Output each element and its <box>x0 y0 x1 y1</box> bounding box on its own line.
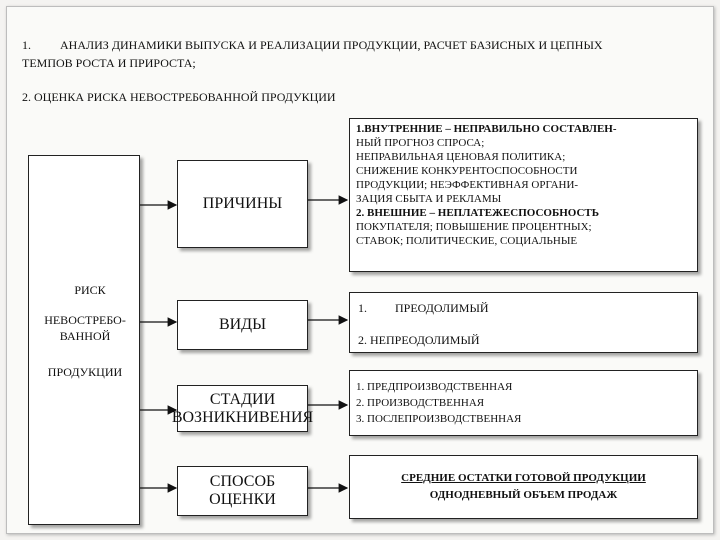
heading-item1-line2: ТЕМПОВ РОСТА И ПРИРОСТА; <box>22 56 196 70</box>
category-box-types <box>177 300 308 350</box>
causes-line: 2. ВНЕШНИЕ – НЕПЛАТЕЖЕСПОСОБНОСТЬ <box>356 207 600 219</box>
types-item-2: 2. НЕПРЕОДОЛИМЫЙ <box>358 333 480 347</box>
heading-item2: 2. ОЦЕНКА РИСКА НЕВОСТРЕБОВАННОЙ ПРОДУКЦИИ <box>22 90 336 104</box>
types-item-1: ПРЕОДОЛИМЫЙ <box>395 301 489 315</box>
detail-box-types <box>349 292 698 353</box>
causes-line: ПОКУПАТЕЛЯ; ПОВЫШЕНИЕ ПРОЦЕНТНЫХ; <box>356 221 592 233</box>
category-label-types: ВИДЫ <box>218 316 267 333</box>
causes-line: 1.ВНУТРЕННИЕ – НЕПРАВИЛЬНО СОСТАВЛЕН- <box>356 123 617 135</box>
causes-line: ПРОДУКЦИИ; НЕЭФФЕКТИВНАЯ ОРГАНИ- <box>356 179 579 191</box>
stages-line: 1. ПРЕДПРОИЗВОДСТВЕННАЯ <box>356 381 513 393</box>
risk-label-line3: ВАННОЙ <box>59 329 111 343</box>
heading-item1-line1: АНАЛИЗ ДИНАМИКИ ВЫПУСКА И РЕАЛИЗАЦИИ ПРОДУКЦИИ, РАСЧЕТ БАЗИСНЫХ И ЦЕПНЫХ <box>60 38 603 52</box>
detail-box-causes <box>349 118 698 272</box>
category-box-stages <box>171 385 314 432</box>
stages-line: 2. ПРОИЗВОДСТВЕННАЯ <box>356 397 485 409</box>
heading-item1-number: 1. <box>22 38 31 52</box>
category-label-causes: ПРИЧИНЫ <box>202 195 283 212</box>
category-label-method: СПОСОБ ОЦЕНКИ <box>209 473 276 508</box>
detail-box-stages <box>349 370 698 436</box>
category-box-method <box>177 466 308 516</box>
category-box-causes <box>177 160 308 248</box>
causes-line: ЗАЦИЯ СБЫТА И РЕКЛАМЫ <box>356 193 502 205</box>
category-label-stages: СТАДИИ ВОЗНИКНИВЕНИЯ <box>171 390 314 426</box>
types-number-1: 1. <box>358 301 367 315</box>
causes-line: СНИЖЕНИЕ КОНКУРЕНТОСПОСОБНОСТИ <box>356 165 578 177</box>
method-denominator: ОДНОДНЕВНЫЙ ОБЪЕМ ПРОДАЖ <box>429 489 618 501</box>
detail-box-method <box>349 455 698 519</box>
risk-label-line4: ПРОДУКЦИИ <box>47 365 123 379</box>
risk-label-line1: РИСК <box>74 283 106 297</box>
stages-line: 3. ПОСЛЕПРОИЗВОДСТВЕННАЯ <box>356 413 522 425</box>
method-numerator: СРЕДНИЕ ОСТАТКИ ГОТОВОЙ ПРОДУКЦИИ <box>401 472 646 484</box>
causes-line: НЕПРАВИЛЬНАЯ ЦЕНОВАЯ ПОЛИТИКА; <box>356 151 566 163</box>
causes-line: СТАВОК; ПОЛИТИЧЕСКИЕ, СОЦИАЛЬНЫЕ <box>356 235 578 247</box>
causes-line: НЫЙ ПРОГНОЗ СПРОСА; <box>356 137 485 149</box>
risk-label-line2: НЕВОСТРЕБО- <box>44 313 126 327</box>
